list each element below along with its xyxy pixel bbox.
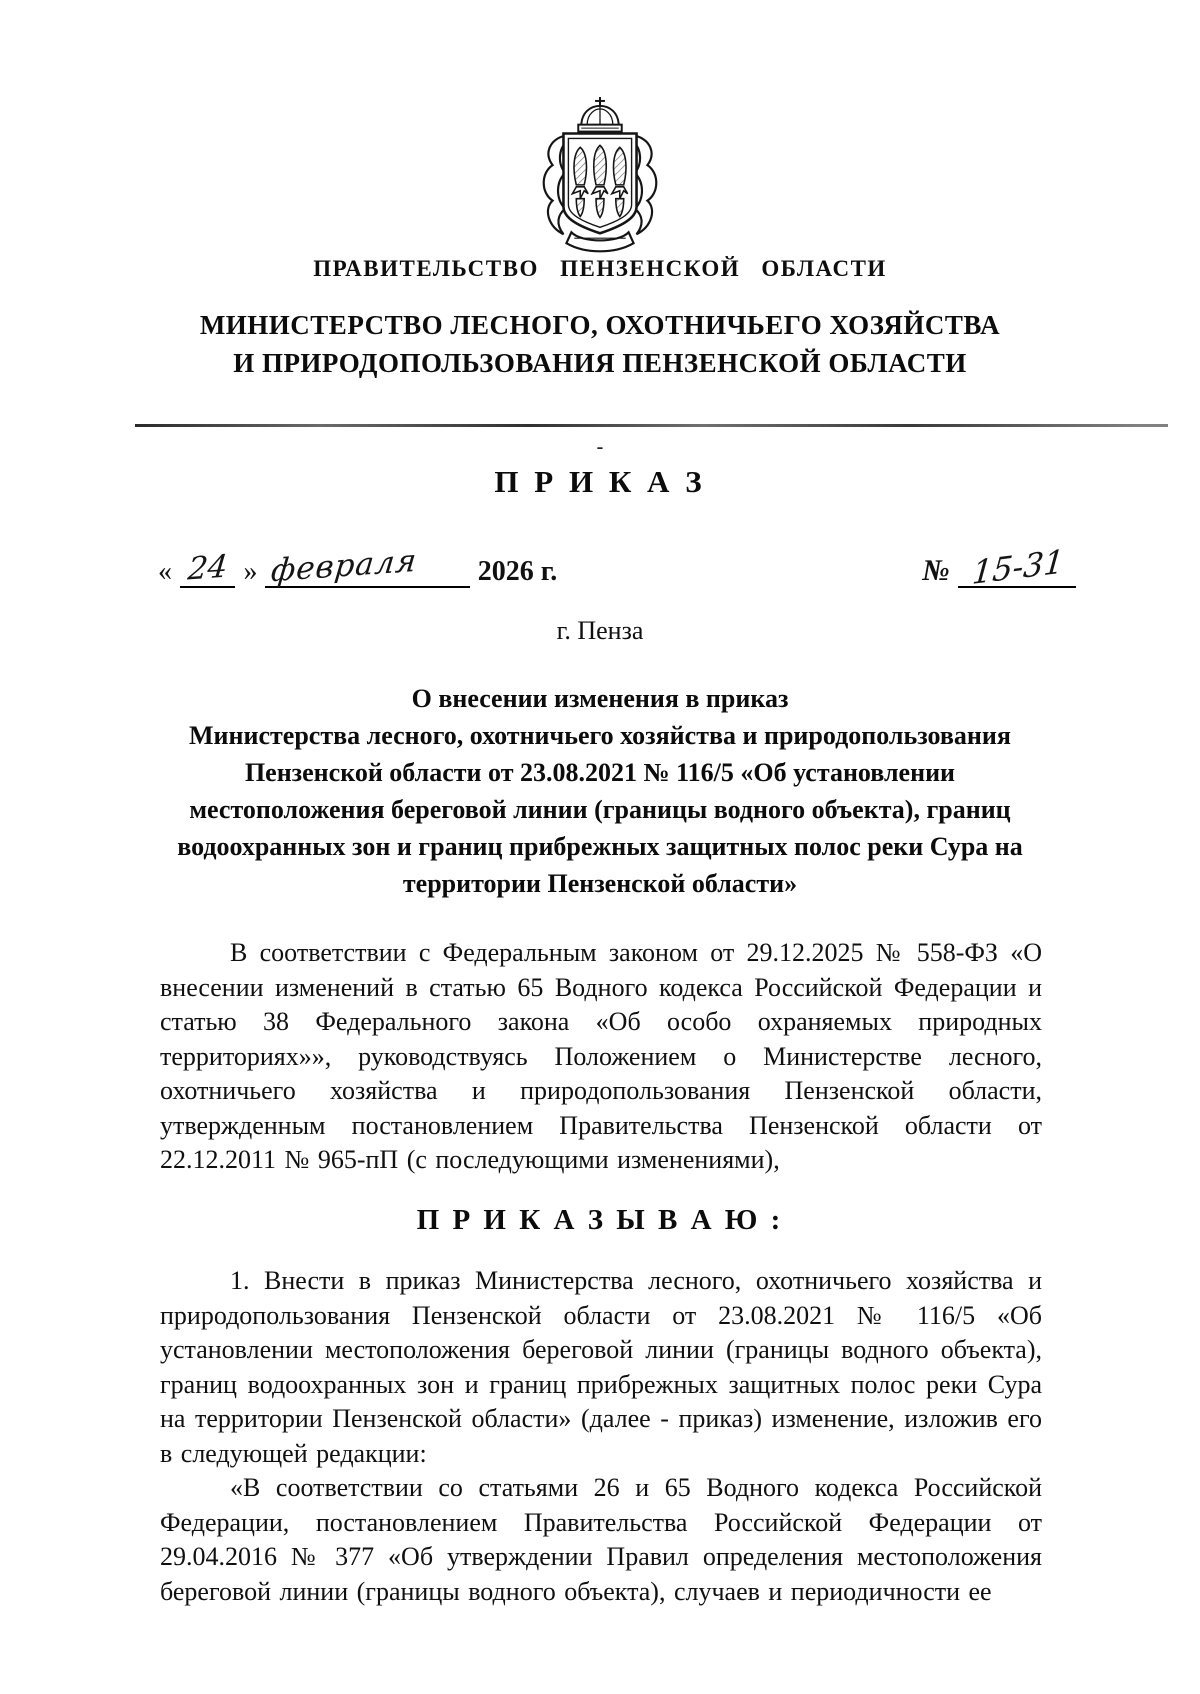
order-item-1-continuation: «В соответствии со статьями 26 и 65 Водного кодекса Российской Федерации, постановлением Правительства Российской Федерации от 29.04.2016 № 377 «Об утверждении Правил определения местоположения береговой линии (границы водного объекта), случаев и периодичности ее bbox=[160, 1473, 1042, 1606]
doc-type-title: П Р И К А З bbox=[494, 464, 706, 499]
subject-line: водоохранных зон и границ прибрежных защитных полос реки Сура на bbox=[177, 832, 1023, 861]
ministry-header bbox=[0, 306, 1200, 382]
city-label: г. Пенза bbox=[556, 616, 644, 645]
divider-dash: - bbox=[596, 436, 604, 458]
number-group bbox=[922, 542, 1076, 592]
subject-line: Пензенской области от 23.08.2021 № 116/5 «Об установлении bbox=[244, 758, 956, 787]
government-header: ПРАВИТЕЛЬСТВО ПЕНЗЕНСКОЙ ОБЛАСТИ bbox=[313, 256, 887, 281]
date-day-handwritten: 24 bbox=[186, 548, 230, 588]
coat-of-arms-icon bbox=[525, 96, 675, 254]
date-close-quote: » bbox=[243, 556, 258, 587]
date-year: 2026 г. bbox=[477, 556, 558, 587]
order-item-1: 1. Внести в приказ Министерства лесного, охотничьего хозяйства и природопользования Пензенской области от 23.08.2021 № 116/5 «Об установлении местоположения береговой линии (границы водного объекта), границ водоохранных зон и границ прибрежных защитных полос реки Сура на территории Пензенской области» (далее - приказ) изменение, изложив его в следующей редакции: bbox=[160, 1266, 1042, 1468]
date-month-underline bbox=[265, 542, 469, 590]
subject-title bbox=[0, 680, 1200, 902]
preamble-paragraph: В соответствии с Федеральным законом от 29.12.2025 № 558-ФЗ «О внесении изменений в статью 65 Водного кодекса Российской Федерации и статью 38 Федерального закона «Об особо охраняемых природных территориях»», руководствуясь Положением о Министерстве лесного, охотничьего хозяйства и природопользования Пензенской области, утвержденным постановлением Правительства Пензенской области от 22.12.2011 № 965-пП (с последующими изменениями), bbox=[160, 938, 1042, 1174]
header-divider-rule bbox=[135, 424, 1168, 427]
date-day-underline bbox=[180, 550, 235, 588]
date-open-quote: « bbox=[158, 556, 172, 587]
subject-line: О внесении изменения в приказ bbox=[411, 684, 789, 713]
order-items-section bbox=[160, 1264, 1042, 1609]
ministry-header-line2: И ПРИРОДОПОЛЬЗОВАНИЯ ПЕНЗЕНСКОЙ ОБЛАСТИ bbox=[233, 348, 967, 378]
order-number-label: № bbox=[922, 554, 950, 587]
order-number-handwritten: 15-31 bbox=[970, 542, 1066, 592]
subject-line: Министерства лесного, охотничьего хозяйства и природопользования bbox=[189, 721, 1011, 750]
resolution-heading: П Р И К А З Ы В А Ю : bbox=[416, 1204, 784, 1236]
date-and-number-row bbox=[158, 536, 1076, 592]
preamble-section bbox=[160, 936, 1042, 1178]
date-month-handwritten: февраля bbox=[269, 542, 420, 590]
subject-line: территории Пензенской области» bbox=[402, 869, 798, 898]
subject-line: местоположения береговой линии (границы водного объекта), границ bbox=[189, 795, 1011, 824]
date-group bbox=[158, 542, 558, 590]
order-number-underline bbox=[958, 542, 1076, 592]
ministry-header-line1: МИНИСТЕРСТВО ЛЕСНОГО, ОХОТНИЧЬЕГО ХОЗЯЙСТВА bbox=[199, 310, 1001, 340]
